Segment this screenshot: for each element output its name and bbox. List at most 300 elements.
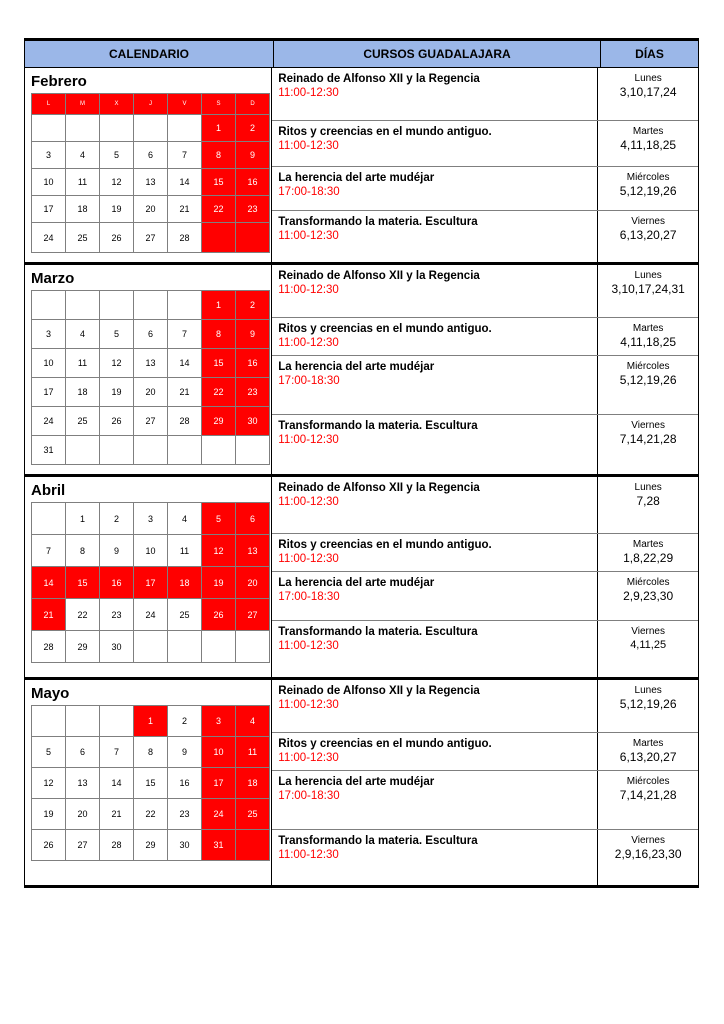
calendar-day: 5 xyxy=(202,503,236,535)
days-cell xyxy=(598,477,698,533)
calendar-day xyxy=(168,436,202,465)
days-cell xyxy=(598,121,698,166)
calendar-day: 24 xyxy=(32,223,66,253)
calendar-day: 5 xyxy=(32,737,66,768)
calendar-day: 22 xyxy=(202,378,236,407)
calendar-day: 5 xyxy=(100,142,134,169)
week-row xyxy=(32,503,270,535)
calendar-day: 6 xyxy=(66,737,100,768)
weekday-name: Martes xyxy=(632,323,664,334)
calendar-day: 31 xyxy=(32,436,66,465)
calendar-day: 2 xyxy=(236,115,270,142)
course-time: 11:00-12:30 xyxy=(278,434,339,446)
month-calendar xyxy=(25,68,272,262)
calendar-day: 15 xyxy=(134,768,168,799)
weekday-name: Viernes xyxy=(631,835,665,846)
calendar-day: 20 xyxy=(236,567,270,599)
days-cell xyxy=(598,534,698,571)
calendar-day: 5 xyxy=(100,320,134,349)
calendar-day: 4 xyxy=(66,320,100,349)
calendar-day: 15 xyxy=(202,349,236,378)
calendar-day: 12 xyxy=(100,169,134,196)
calendar-day: 28 xyxy=(168,223,202,253)
weekday-row xyxy=(32,94,270,115)
calendar-day: 17 xyxy=(32,196,66,223)
calendar-day: 9 xyxy=(168,737,202,768)
course-name: Reinado de Alfonso XII y la Regencia xyxy=(278,73,480,85)
course-cell xyxy=(272,830,598,885)
calendar-day: 21 xyxy=(32,599,66,631)
calendar-day: 13 xyxy=(134,349,168,378)
days-cell xyxy=(598,211,698,262)
calendar-day xyxy=(66,291,100,320)
calendar-day: 9 xyxy=(236,142,270,169)
calendar-day: 21 xyxy=(100,799,134,830)
course-name: Ritos y creencias en el mundo antiguo. xyxy=(278,323,492,335)
calendar-day: 23 xyxy=(236,378,270,407)
calendar-day: 19 xyxy=(32,799,66,830)
calendar-day: 8 xyxy=(134,737,168,768)
calendar-day xyxy=(32,706,66,737)
weekday-name: Martes xyxy=(632,126,664,137)
month-calendar xyxy=(25,477,272,677)
calendar-day: 12 xyxy=(202,535,236,567)
weekday-label: V xyxy=(168,94,202,115)
weekday-name: Viernes xyxy=(631,216,665,227)
course-time: 11:00-12:30 xyxy=(278,752,339,764)
calendar-day: 1 xyxy=(66,503,100,535)
week-row xyxy=(32,799,270,830)
course-time: 11:00-12:30 xyxy=(278,496,339,508)
days-cell xyxy=(598,265,698,317)
calendar-day: 24 xyxy=(202,799,236,830)
calendar-day: 19 xyxy=(100,378,134,407)
calendar-day xyxy=(202,631,236,663)
course-row xyxy=(272,771,698,830)
month-calendar xyxy=(25,680,272,885)
calendar-day xyxy=(66,436,100,465)
course-dates: 4,11,18,25 xyxy=(620,335,677,349)
days-cell xyxy=(598,572,698,620)
course-row xyxy=(272,211,698,262)
course-name: Transformando la materia. Escultura xyxy=(278,835,478,847)
calendar-grid xyxy=(31,290,270,465)
course-cell xyxy=(272,265,598,317)
month-name: Febrero xyxy=(31,73,87,90)
course-time: 11:00-12:30 xyxy=(278,87,339,99)
calendar-day: 26 xyxy=(100,407,134,436)
month-name: Marzo xyxy=(31,270,75,287)
calendar-day xyxy=(32,291,66,320)
month-calendar xyxy=(25,265,272,474)
course-cell xyxy=(272,167,598,210)
calendar-day: 7 xyxy=(168,320,202,349)
course-row xyxy=(272,572,698,621)
course-name: Ritos y creencias en el mundo antiguo. xyxy=(278,126,492,138)
course-row xyxy=(272,356,698,415)
calendar-day: 21 xyxy=(168,378,202,407)
calendar-day xyxy=(134,436,168,465)
course-dates: 2,9,16,23,30 xyxy=(614,847,682,861)
calendar-grid xyxy=(31,93,270,253)
month-courses xyxy=(272,68,698,262)
calendar-day: 14 xyxy=(100,768,134,799)
month-name: Mayo xyxy=(31,685,70,702)
course-row xyxy=(272,621,698,677)
course-dates: 4,11,18,25 xyxy=(620,138,677,152)
course-time: 11:00-12:30 xyxy=(278,284,339,296)
course-dates: 4,11,25 xyxy=(630,639,667,651)
week-row xyxy=(32,631,270,663)
week-row xyxy=(32,169,270,196)
calendar-day: 23 xyxy=(236,196,270,223)
calendar-day xyxy=(168,291,202,320)
calendar-day xyxy=(236,830,270,861)
calendar-day xyxy=(134,115,168,142)
calendar-day: 11 xyxy=(236,737,270,768)
weekday-name: Miércoles xyxy=(626,577,670,588)
calendar-day: 3 xyxy=(134,503,168,535)
course-name: Transformando la materia. Escultura xyxy=(278,216,478,228)
header-days: DÍAS xyxy=(635,47,664,61)
course-name: Reinado de Alfonso XII y la Regencia xyxy=(278,482,480,494)
course-time: 11:00-12:30 xyxy=(278,140,339,152)
table-header xyxy=(24,41,699,68)
days-cell xyxy=(598,356,698,414)
calendar-day: 17 xyxy=(134,567,168,599)
course-time: 11:00-12:30 xyxy=(278,640,339,652)
calendar-day: 29 xyxy=(202,407,236,436)
calendar-day: 15 xyxy=(202,169,236,196)
course-cell xyxy=(272,771,598,829)
week-row xyxy=(32,830,270,861)
course-time: 17:00-18:30 xyxy=(278,790,340,802)
course-row xyxy=(272,121,698,167)
course-name: La herencia del arte mudéjar xyxy=(278,577,435,589)
week-row xyxy=(32,142,270,169)
course-cell xyxy=(272,318,598,355)
calendar-day: 20 xyxy=(134,378,168,407)
months-container xyxy=(24,68,699,888)
days-cell xyxy=(598,680,698,732)
calendar-day: 18 xyxy=(66,378,100,407)
schedule-sheet xyxy=(24,38,699,888)
course-cell xyxy=(272,415,598,474)
calendar-day: 20 xyxy=(66,799,100,830)
calendar-day: 15 xyxy=(66,567,100,599)
calendar-day xyxy=(100,706,134,737)
calendar-day: 7 xyxy=(168,142,202,169)
course-dates: 6,13,20,27 xyxy=(619,228,677,242)
course-cell xyxy=(272,680,598,732)
course-dates: 3,10,17,24,31 xyxy=(611,282,685,296)
course-cell xyxy=(272,356,598,414)
calendar-day xyxy=(134,291,168,320)
calendar-day xyxy=(32,503,66,535)
calendar-day: 1 xyxy=(202,291,236,320)
calendar-day: 11 xyxy=(168,535,202,567)
calendar-day: 10 xyxy=(202,737,236,768)
course-dates: 5,12,19,26 xyxy=(619,697,677,711)
month-courses xyxy=(272,265,698,474)
course-cell xyxy=(272,477,598,533)
course-dates: 5,12,19,26 xyxy=(619,373,677,387)
course-cell xyxy=(272,121,598,166)
header-courses: CURSOS GUADALAJARA xyxy=(274,41,601,67)
calendar-day xyxy=(168,115,202,142)
calendar-day: 24 xyxy=(32,407,66,436)
weekday-label: S xyxy=(202,94,236,115)
week-row xyxy=(32,291,270,320)
calendar-day: 26 xyxy=(32,830,66,861)
calendar-day: 27 xyxy=(66,830,100,861)
weekday-name: Lunes xyxy=(634,73,662,84)
course-dates: 7,28 xyxy=(636,494,660,508)
calendar-day: 22 xyxy=(134,799,168,830)
course-time: 17:00-18:30 xyxy=(278,186,340,198)
weekday-name: Lunes xyxy=(634,482,662,493)
calendar-day xyxy=(134,631,168,663)
course-dates: 1,8,22,29 xyxy=(623,551,674,565)
course-name: Ritos y creencias en el mundo antiguo. xyxy=(278,539,492,551)
calendar-day: 10 xyxy=(32,169,66,196)
calendar-day: 22 xyxy=(202,196,236,223)
calendar-day xyxy=(236,436,270,465)
header-calendar: CALENDARIO xyxy=(25,41,274,67)
course-row xyxy=(272,733,698,771)
calendar-day xyxy=(100,291,134,320)
calendar-day: 29 xyxy=(134,830,168,861)
course-dates: 3,10,17,24 xyxy=(619,85,677,99)
calendar-day: 25 xyxy=(66,407,100,436)
course-name: Reinado de Alfonso XII y la Regencia xyxy=(278,685,480,697)
calendar-day: 8 xyxy=(202,142,236,169)
calendar-day: 4 xyxy=(66,142,100,169)
calendar-day: 24 xyxy=(134,599,168,631)
course-time: 11:00-12:30 xyxy=(278,849,339,861)
month-courses xyxy=(272,477,698,677)
calendar-grid xyxy=(31,705,270,861)
calendar-day: 30 xyxy=(168,830,202,861)
course-time: 17:00-18:30 xyxy=(278,591,340,603)
days-cell xyxy=(598,771,698,829)
calendar-day: 16 xyxy=(100,567,134,599)
course-time: 17:00-18:30 xyxy=(278,375,340,387)
days-cell xyxy=(598,68,698,120)
month-block xyxy=(24,477,699,677)
calendar-day: 21 xyxy=(168,196,202,223)
calendar-day: 27 xyxy=(134,223,168,253)
days-cell xyxy=(598,415,698,474)
weekday-name: Viernes xyxy=(631,626,665,637)
calendar-day: 14 xyxy=(32,567,66,599)
calendar-day: 9 xyxy=(236,320,270,349)
calendar-day: 3 xyxy=(32,142,66,169)
course-row xyxy=(272,415,698,474)
weekday-name: Miércoles xyxy=(626,172,670,183)
weekday-name: Miércoles xyxy=(626,776,670,787)
course-cell xyxy=(272,621,598,677)
calendar-day: 13 xyxy=(236,535,270,567)
calendar-day: 6 xyxy=(236,503,270,535)
calendar-day: 25 xyxy=(236,799,270,830)
calendar-day: 28 xyxy=(100,830,134,861)
calendar-day: 17 xyxy=(202,768,236,799)
calendar-day: 31 xyxy=(202,830,236,861)
calendar-day: 18 xyxy=(66,196,100,223)
week-row xyxy=(32,407,270,436)
month-separator xyxy=(24,885,699,888)
calendar-day: 16 xyxy=(236,169,270,196)
calendar-day: 13 xyxy=(66,768,100,799)
calendar-day: 20 xyxy=(134,196,168,223)
week-row xyxy=(32,706,270,737)
days-cell xyxy=(598,318,698,355)
course-name: La herencia del arte mudéjar xyxy=(278,776,435,788)
week-row xyxy=(32,196,270,223)
calendar-day: 3 xyxy=(32,320,66,349)
days-cell xyxy=(598,167,698,210)
weekday-label: M xyxy=(66,94,100,115)
calendar-day: 4 xyxy=(236,706,270,737)
weekday-name: Martes xyxy=(632,539,664,550)
calendar-day: 10 xyxy=(134,535,168,567)
weekday-label: D xyxy=(236,94,270,115)
calendar-day: 19 xyxy=(100,196,134,223)
week-row xyxy=(32,378,270,407)
calendar-day: 29 xyxy=(66,631,100,663)
week-row xyxy=(32,115,270,142)
weekday-label: L xyxy=(32,94,66,115)
month-name: Abril xyxy=(31,482,66,499)
course-row xyxy=(272,477,698,534)
weekday-name: Viernes xyxy=(631,420,665,431)
weekday-label: J xyxy=(134,94,168,115)
course-name: Reinado de Alfonso XII y la Regencia xyxy=(278,270,480,282)
course-row xyxy=(272,680,698,733)
course-dates: 2,9,23,30 xyxy=(623,589,674,603)
days-cell xyxy=(598,733,698,770)
calendar-day: 1 xyxy=(202,115,236,142)
calendar-day: 12 xyxy=(32,768,66,799)
calendar-day: 7 xyxy=(100,737,134,768)
course-cell xyxy=(272,733,598,770)
course-cell xyxy=(272,572,598,620)
calendar-day: 4 xyxy=(168,503,202,535)
course-row xyxy=(272,534,698,572)
calendar-day xyxy=(236,631,270,663)
week-row xyxy=(32,223,270,253)
calendar-day: 14 xyxy=(168,169,202,196)
course-row xyxy=(272,68,698,121)
course-time: 11:00-12:30 xyxy=(278,553,339,565)
calendar-day: 10 xyxy=(32,349,66,378)
calendar-day: 19 xyxy=(202,567,236,599)
course-row xyxy=(272,167,698,211)
month-block xyxy=(24,680,699,885)
calendar-day: 16 xyxy=(168,768,202,799)
calendar-day: 26 xyxy=(100,223,134,253)
weekday-name: Lunes xyxy=(634,685,662,696)
week-row xyxy=(32,599,270,631)
days-cell xyxy=(598,830,698,885)
calendar-day: 8 xyxy=(202,320,236,349)
calendar-day: 16 xyxy=(236,349,270,378)
week-row xyxy=(32,535,270,567)
month-block xyxy=(24,265,699,474)
calendar-day: 9 xyxy=(100,535,134,567)
calendar-day xyxy=(236,223,270,253)
course-time: 11:00-12:30 xyxy=(278,699,339,711)
course-dates: 7,14,21,28 xyxy=(619,432,677,446)
calendar-day: 22 xyxy=(66,599,100,631)
calendar-day: 26 xyxy=(202,599,236,631)
calendar-day: 3 xyxy=(202,706,236,737)
calendar-day: 2 xyxy=(236,291,270,320)
course-cell xyxy=(272,534,598,571)
course-cell xyxy=(272,211,598,262)
days-cell xyxy=(598,621,698,677)
week-row xyxy=(32,737,270,768)
calendar-day: 6 xyxy=(134,142,168,169)
week-row xyxy=(32,768,270,799)
course-time: 11:00-12:30 xyxy=(278,230,339,242)
calendar-day: 23 xyxy=(100,599,134,631)
course-cell xyxy=(272,68,598,120)
calendar-day: 7 xyxy=(32,535,66,567)
week-row xyxy=(32,567,270,599)
calendar-day: 28 xyxy=(168,407,202,436)
week-row xyxy=(32,436,270,465)
week-row xyxy=(32,349,270,378)
month-courses xyxy=(272,680,698,885)
calendar-day: 8 xyxy=(66,535,100,567)
calendar-day: 6 xyxy=(134,320,168,349)
course-row xyxy=(272,830,698,885)
weekday-name: Lunes xyxy=(634,270,662,281)
course-row xyxy=(272,265,698,318)
calendar-grid xyxy=(31,502,270,663)
calendar-day: 17 xyxy=(32,378,66,407)
calendar-day: 28 xyxy=(32,631,66,663)
course-name: Transformando la materia. Escultura xyxy=(278,626,478,638)
calendar-day: 13 xyxy=(134,169,168,196)
calendar-day xyxy=(202,223,236,253)
calendar-day: 27 xyxy=(134,407,168,436)
month-block xyxy=(24,68,699,262)
weekday-name: Martes xyxy=(632,738,664,749)
calendar-day: 18 xyxy=(236,768,270,799)
weekday-label: X xyxy=(100,94,134,115)
week-row xyxy=(32,320,270,349)
course-time: 11:00-12:30 xyxy=(278,337,339,349)
calendar-day xyxy=(100,115,134,142)
calendar-day xyxy=(100,436,134,465)
course-dates: 5,12,19,26 xyxy=(619,184,677,198)
calendar-day: 11 xyxy=(66,169,100,196)
calendar-day: 2 xyxy=(100,503,134,535)
calendar-day: 2 xyxy=(168,706,202,737)
calendar-day: 1 xyxy=(134,706,168,737)
calendar-day: 18 xyxy=(168,567,202,599)
calendar-day: 12 xyxy=(100,349,134,378)
calendar-day xyxy=(66,706,100,737)
course-row xyxy=(272,318,698,356)
course-dates: 7,14,21,28 xyxy=(619,788,677,802)
calendar-day: 25 xyxy=(168,599,202,631)
weekday-name: Miércoles xyxy=(626,361,670,372)
course-dates: 6,13,20,27 xyxy=(619,750,677,764)
